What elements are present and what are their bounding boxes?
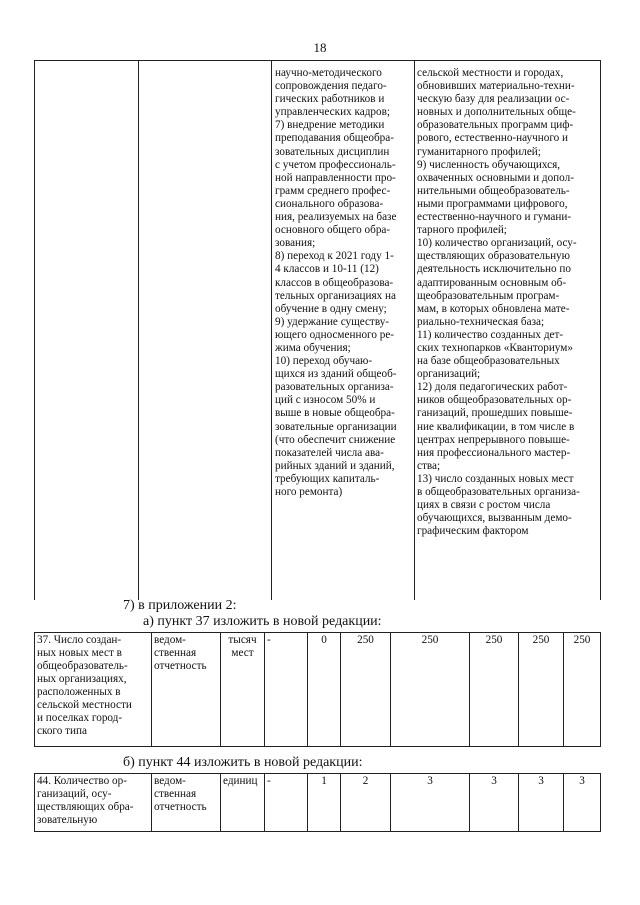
value-cell: [470, 633, 519, 747]
text-line: мест: [231, 647, 254, 659]
value-cell: [391, 633, 470, 747]
table-left-border: [34, 60, 35, 600]
text-line: ных организациях,: [37, 673, 127, 685]
text-line: научно-методического: [275, 67, 382, 79]
value-cell: [341, 774, 391, 832]
text-line: выше в новые общеобра-: [275, 407, 395, 420]
text-line: зовательные организации: [275, 420, 397, 433]
table-column-divider: [414, 60, 415, 600]
value-cell: [564, 774, 601, 832]
unit-cell: [221, 774, 265, 832]
text-line: мам, в которых обновлена мате-: [417, 302, 570, 315]
text-line: преподавания общеобра-: [275, 132, 394, 145]
value: 250: [357, 634, 374, 646]
text-line: ществляющих образовательную: [417, 250, 571, 263]
text-line: (что обеспечит снижение: [275, 433, 396, 446]
text-line: обновивших материально-техни-: [417, 80, 575, 93]
text-line: деятельность исключительно по: [417, 263, 571, 276]
text-line: ческую базу для реализации ос-: [417, 93, 570, 106]
text-line: сионального образова-: [275, 197, 384, 210]
text-line: тельных организациях на: [275, 289, 396, 302]
text-line: 9) численность обучающихся,: [417, 158, 561, 171]
text-line: 10) количество организаций, осу-: [417, 237, 577, 250]
text-line: сельской местности и городах,: [417, 67, 564, 79]
indicator-name-cell: [35, 633, 152, 747]
text-line: на базе общеобразовательных: [417, 355, 560, 368]
caption-item-37: а) пункт 37 изложить в новой редакции:: [143, 614, 382, 629]
value: 0: [321, 634, 327, 646]
text-line: графическим фактором: [417, 525, 529, 538]
text-line: зовательных дисциплин: [275, 145, 390, 158]
table-column-divider: [138, 60, 139, 600]
value: 2: [362, 775, 369, 787]
text-line: щеобразовательным програм-: [417, 289, 560, 302]
text-line: ства;: [417, 459, 441, 472]
text-line: 37. Число создан-: [37, 634, 122, 646]
value-cell: [391, 774, 470, 832]
table-item-44: [34, 773, 601, 832]
text-line: ния профессионального мастер-: [417, 446, 571, 459]
text-line: центрах непрерывного повыше-: [417, 433, 570, 446]
text-line: показателей числа ава-: [275, 446, 384, 459]
value: 3: [491, 775, 497, 787]
text-line: адаптированным основным об-: [417, 276, 567, 289]
text-line: сельской местности: [37, 699, 132, 711]
text-line: жима обучения;: [275, 341, 351, 354]
text-line: единиц: [223, 775, 258, 787]
text-line: ганизаций, прошедших повыше-: [417, 407, 573, 420]
text-line: расположенных в: [37, 686, 121, 698]
text-line: 44. Количество ор-: [37, 775, 127, 787]
value: 1: [321, 775, 327, 787]
value-cell: [519, 633, 564, 747]
value: 250: [573, 634, 591, 646]
value-cell: [470, 774, 519, 832]
text-line: ведом-: [154, 634, 186, 646]
value-cell: [308, 774, 341, 832]
text-line: охваченных основными и допол-: [417, 171, 574, 184]
indicator-name-cell: [35, 774, 152, 832]
text-line: управленческих кадров;: [275, 106, 390, 119]
dash-cell: [265, 633, 308, 747]
text-line: тысяч: [228, 634, 257, 646]
dash-cell: [265, 774, 308, 832]
text-line: общеобразователь-: [37, 660, 128, 672]
text-line: ственная: [154, 647, 197, 659]
text-line: 8) переход к 2021 году 1-: [275, 250, 394, 263]
text-line: ских технопарков «Кванториум»: [417, 341, 573, 354]
text-line: и поселках город-: [37, 712, 123, 724]
text-line: ными программами цифрового,: [417, 197, 568, 210]
text-line: риально-техническая база;: [417, 315, 545, 328]
text-line: естественно-научного и гумани-: [417, 211, 572, 224]
table-column-divider: [271, 60, 272, 600]
indicators-column-text: [417, 67, 599, 538]
table-top-border: [34, 60, 600, 61]
caption-item-44: б) пункт 44 изложить в новой редакции:: [123, 755, 363, 770]
value: 3: [427, 775, 433, 787]
text-line: 12) доля педагогических работ-: [417, 381, 568, 394]
text-line: 9) удержание существу-: [275, 315, 390, 328]
text-line: ющего односменного ре-: [275, 328, 395, 341]
text-line: новных и дополнительных обще-: [417, 106, 576, 119]
text-line: ганизаций, осу-: [37, 788, 112, 800]
text-line: 7) внедрение методики: [275, 119, 385, 132]
text-line: требующих капиталь-: [275, 472, 380, 485]
value-cell: [308, 633, 341, 747]
text-line: рийных зданий и зданий,: [275, 459, 395, 472]
text-line: организаций;: [417, 368, 481, 381]
text-line: образовательных программ циф-: [417, 119, 574, 132]
text-line: обучение в одну смену;: [275, 302, 387, 315]
text-line: ственная: [154, 788, 197, 800]
appendix-caption: 7) в приложении 2:: [123, 598, 237, 613]
value: 250: [421, 634, 439, 646]
text-line: зования;: [275, 237, 316, 250]
table-item-37: [34, 632, 601, 747]
text-line: ние квалификации, в том числе в: [417, 420, 575, 433]
text-line: разовательных организа-: [275, 381, 394, 394]
value: 3: [579, 775, 585, 787]
text-line: нительными общеобразователь-: [417, 184, 570, 197]
text-line: зовательную: [37, 814, 98, 826]
unit-cell: [221, 633, 265, 747]
dash-value: -: [267, 775, 271, 787]
data-source-cell: [152, 633, 221, 747]
text-line: ского типа: [37, 725, 87, 737]
table-right-border: [600, 60, 601, 600]
text-line: отчетность: [154, 801, 207, 813]
text-line: ных новых мест в: [37, 647, 122, 659]
text-line: гических работников и: [275, 93, 385, 106]
text-line: ного ремонта): [275, 486, 343, 498]
text-line: ций с износом 50% и: [275, 394, 376, 407]
value: 250: [532, 634, 550, 646]
data-source-cell: [152, 774, 221, 832]
text-line: 11) количество созданных дет-: [417, 328, 564, 341]
measures-column-text: [275, 67, 413, 499]
value-cell: [341, 633, 391, 747]
text-line: отчетность: [154, 660, 207, 672]
text-line: в общеобразовательных организа-: [417, 486, 580, 498]
table-row: [35, 774, 601, 832]
value: 3: [538, 775, 544, 787]
value-cell: [564, 633, 601, 747]
text-line: рового, естественно-научного и: [417, 132, 569, 145]
text-line: ведом-: [154, 775, 186, 787]
text-line: основного общего обра-: [275, 224, 391, 237]
text-line: грамм среднего профес-: [275, 184, 391, 197]
text-line: ществляющих обра-: [37, 801, 134, 813]
text-line: гуманитарного профилей;: [417, 145, 541, 158]
dash-value: -: [267, 634, 271, 646]
text-line: 4 классов и 10-11 (12): [275, 263, 379, 276]
text-line: классов в общеобразова-: [275, 276, 394, 289]
page-number: 18: [313, 40, 327, 55]
text-line: обучающихся, вызванным демо-: [417, 512, 572, 525]
value: 250: [485, 634, 503, 646]
text-line: щихся из зданий общеоб-: [275, 368, 397, 381]
text-line: с учетом профессиональ-: [275, 158, 396, 171]
text-line: ния, реализуемых на базе: [275, 211, 397, 224]
text-line: циях в связи с ростом числа: [417, 499, 551, 512]
text-line: ников общеобразовательных ор-: [417, 394, 572, 407]
text-line: 10) переход обучаю-: [275, 355, 373, 368]
text-line: тарного профилей;: [417, 224, 507, 237]
text-line: 13) число созданных новых мест: [417, 472, 574, 485]
text-line: сопровождения педаго-: [275, 80, 387, 93]
value-cell: [519, 774, 564, 832]
table-row: [35, 633, 601, 747]
text-line: ной направленности про-: [275, 171, 396, 184]
